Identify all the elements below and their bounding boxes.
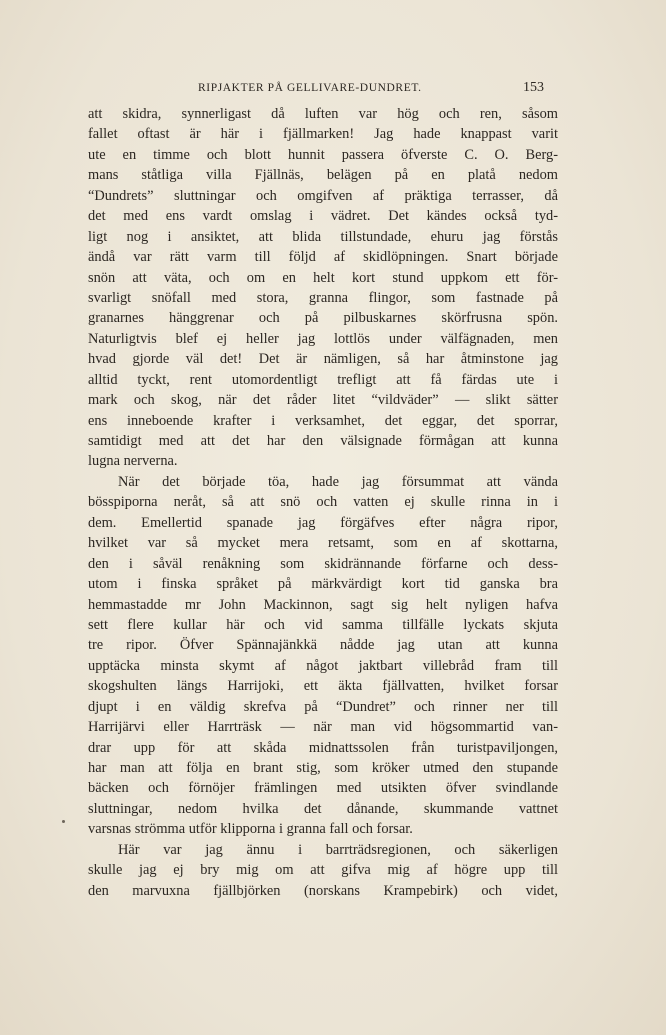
text-line: upptäcka minsta skymt af något jaktbart villebråd fram till [88,657,558,674]
text-line: utom i finska språket på märkvärdigt kort tid ganska bra [88,576,558,593]
text-line: Naturligtvis blef ej heller jag lottlös under välfägnaden, men [88,330,558,347]
text-line: skogshulten längs Harrijoki, ett äkta fjällvatten, hvilket forsar [88,678,558,695]
text-line: ute en timme och blott hunnit passera öfverste C. O. Berg- [88,146,558,163]
text-line: mans ståtliga villa Fjällnäs, belägen på en platå nedom [88,167,558,184]
text-line: sett flere kullar här och vid samma tillfälle lyckats skjuta [88,616,558,633]
paragraph-start-line: När det började töa, hade jag försummat att vända [118,473,558,490]
text-line: hemmastadde mr John Mackinnon, sagt sig helt nyligen hafva [88,596,558,613]
paragraph-start-line: Här var jag ännu i barrträdsregionen, och säkerligen [118,841,558,858]
text-line: bäcken och förnöjer främlingen med utsikten öfver svindlande [88,780,558,797]
page-number: 153 [523,80,544,95]
text-line: det med ens vardt omslag i vädret. Det kändes också tyd- [88,208,558,225]
body-text [88,104,558,901]
text-line: sluttningar, nedom hvilka det dånande, skummande vattnet [88,800,558,817]
text-line: dem. Emellertid spanade jag förgäfves efter några ripor, [88,514,558,531]
text-line: den marvuxna fjällbjörken (norskans Krampebirk) och videt, [88,882,558,899]
text-line: skulle jag ej bry mig om att gifva mig af högre upp till [88,862,558,879]
text-line: har man att följa en brant stig, som kröker utmed den stupande [88,760,558,776]
text-line: Harrijärvi eller Harrträsk — när man vid högsommartid van- [88,719,558,736]
text-line: hvad gjorde väl det! Det är nämligen, så har åtminstone jag [88,351,558,368]
text-line: fallet oftast är här i fjällmarken! Jag hade knappast varit [88,126,558,143]
text-line: bösspiporna neråt, så att snö och vatten ej skulle rinna in i [88,494,558,511]
text-line: samtidigt med att det har den välsignade förmågan att kunna [88,433,558,449]
text-line: drar upp för att skåda midnattssolen från turistpaviljongen, [88,739,558,756]
text-line: ligt nog i ansiktet, att blida tillstundade, ehuru jag förstås [88,228,558,245]
paragraph-end-line: varsnas strömma utför klipporna i granna fall och forsar. [88,821,413,838]
text-line: den i såväl renåkning som skidrännande förfarne och dess- [88,555,558,572]
text-line: snön att väta, och om en helt kort stund uppkom ett för- [88,269,558,286]
text-line: granarnes hänggrenar och på pilbuskarnes skörfrusna spön. [88,310,558,327]
text-line: mark och skog, när det råder litet “vildväder” — slikt sätter [88,392,558,409]
running-head: RIPJAKTER PÅ GELLIVARE-DUNDRET. [198,82,422,94]
text-line: tre ripor. Öfver Spännajänkkä nådde jag utan att kunna [88,637,558,654]
text-line: ens inneboende krafter i verksamhet, det eggar, det sporrar, [88,412,558,429]
text-line: att skidra, synnerligast då luften var hög och ren, såsom [88,106,558,122]
text-line: “Dundrets” sluttningar och omgifven af präktiga terrasser, då [88,187,558,204]
page-header [88,80,544,100]
text-line: alltid tyckt, rent utomordentligt trefligt att få färdas ute i [88,371,558,388]
text-line: svarligt snöfall med stora, granna flingor, som fastnade på [88,289,558,306]
text-line: ändå var rätt varm till följd af skidlöpningen. Snart började [88,249,558,266]
paragraph-end-line: lugna nerverna. [88,453,178,470]
text-line: hvilket var så mycket mera retsamt, som en af skottarna, [88,535,558,552]
paper-speck [62,820,65,823]
text-line: djupt i en väldig skrefva på “Dundret” och rinner ner till [88,698,558,715]
